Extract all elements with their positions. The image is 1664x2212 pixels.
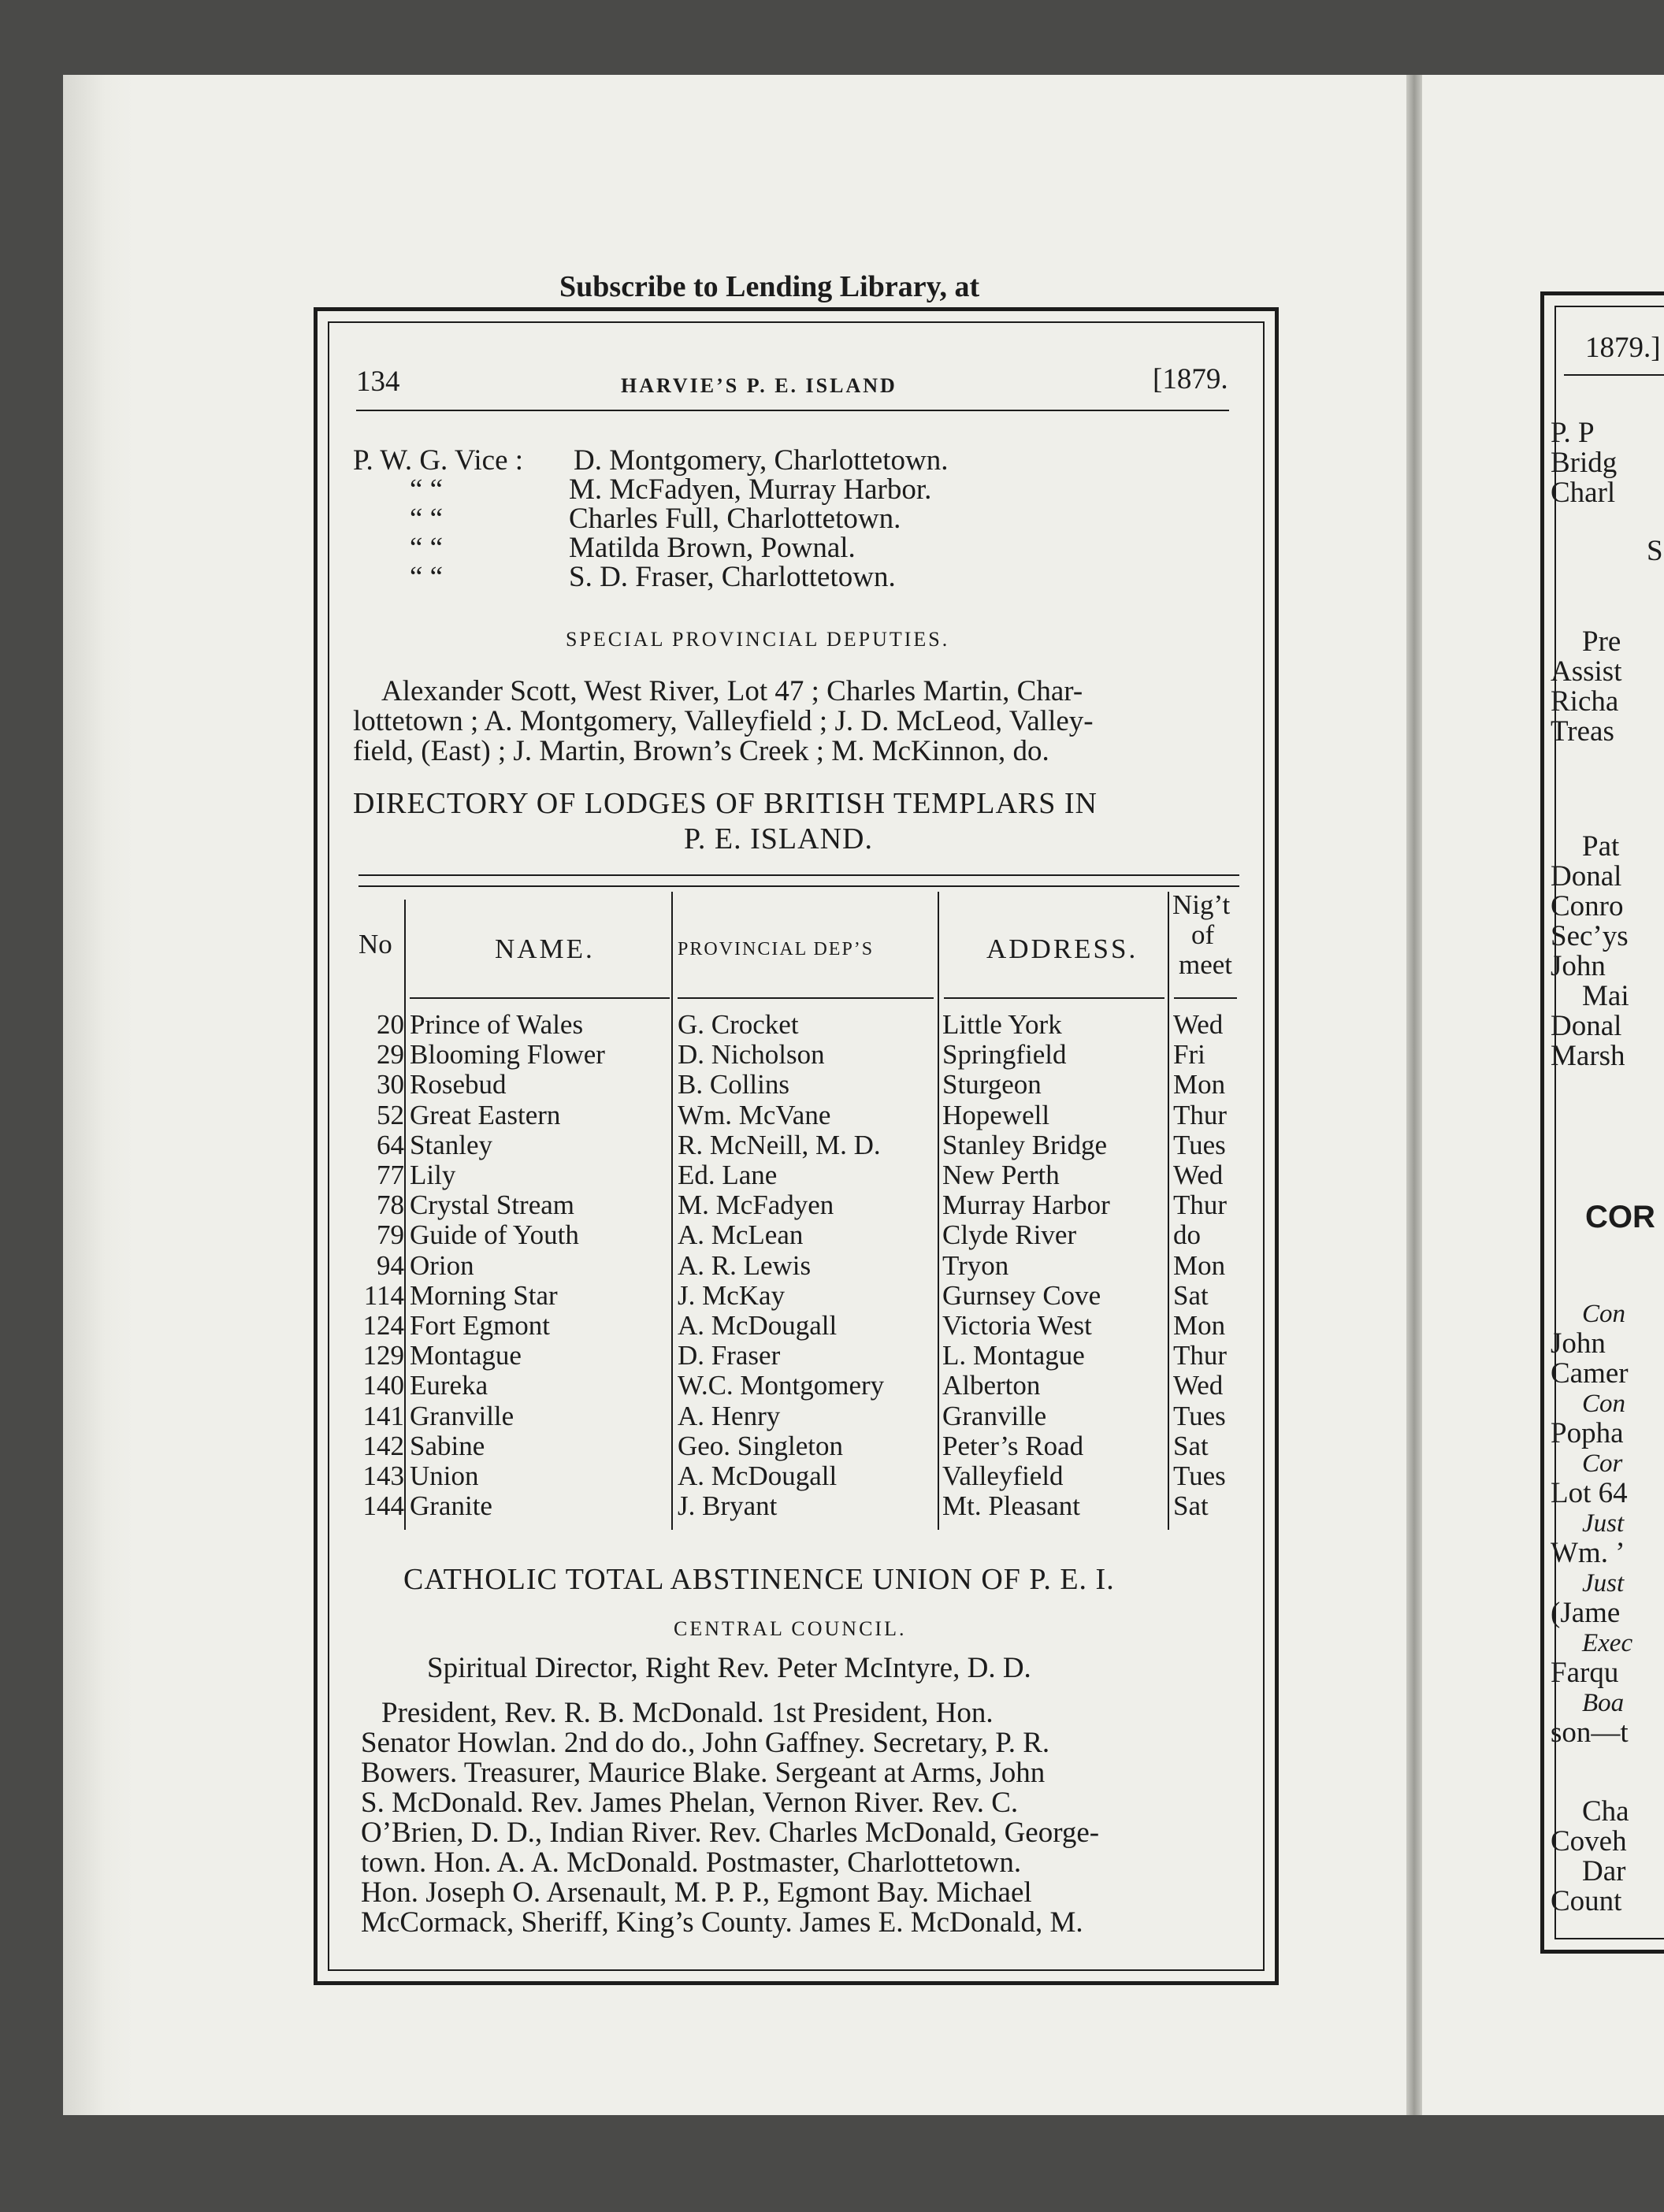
lodge-address: Granville xyxy=(942,1400,1047,1431)
lodge-name: Granite xyxy=(410,1490,492,1522)
provincial-deputy: Wm. McVane xyxy=(678,1099,831,1130)
paragraph-line: S. McDonald. Rev. James Phelan, Vernon River. Rev. C. xyxy=(361,1787,1019,1819)
lodge-address: Gurnsey Cove xyxy=(942,1279,1101,1311)
paragraph-line: town. Hon. A. A. McDonald. Postmaster, Charlottetown. xyxy=(361,1846,1022,1879)
header-underline xyxy=(1174,997,1237,999)
col-header-night: meet xyxy=(1179,949,1233,980)
lending-library-note: Subscribe to Lending Library, at xyxy=(559,270,980,303)
header-underline xyxy=(410,997,670,999)
provincial-deputy: J. Bryant xyxy=(678,1490,778,1522)
meeting-night: Thur xyxy=(1173,1190,1228,1221)
right-page-line: Con xyxy=(1582,1390,1626,1418)
right-page-line: Bridg xyxy=(1551,447,1618,479)
meeting-night: Tues xyxy=(1173,1400,1226,1431)
right-page-year: 1879.] xyxy=(1585,332,1661,364)
lodge-number: 124 xyxy=(362,1310,404,1341)
right-page-line: son—t xyxy=(1551,1717,1629,1749)
meeting-night: Thur xyxy=(1173,1099,1228,1130)
lodge-number: 141 xyxy=(362,1400,404,1431)
meeting-night: Mon xyxy=(1173,1249,1226,1281)
col-header-night: of xyxy=(1191,919,1215,950)
lodge-address: Little York xyxy=(942,1009,1062,1040)
provincial-deputy: A. R. Lewis xyxy=(678,1249,812,1281)
page-number: 134 xyxy=(356,366,400,398)
header-year: [1879. xyxy=(1153,363,1228,395)
lodge-name: Sabine xyxy=(410,1430,485,1461)
lodge-address: Clyde River xyxy=(942,1219,1077,1251)
lodge-name: Fort Egmont xyxy=(410,1310,550,1341)
right-page-line: Sec’ys xyxy=(1551,920,1629,952)
right-page-line: Conro xyxy=(1551,890,1624,922)
provincial-deputy: A. McDougall xyxy=(678,1310,838,1341)
col-header-night: Nig’t xyxy=(1172,889,1231,920)
column-divider xyxy=(938,892,939,1530)
meeting-night: Sat xyxy=(1173,1490,1209,1522)
lodge-name: Stanley xyxy=(410,1129,492,1160)
provincial-deputy: M. McFadyen xyxy=(678,1190,834,1221)
page-edge xyxy=(63,75,134,2115)
spiritual-director: Spiritual Director, Right Rev. Peter McIntyre, D. D. xyxy=(427,1652,1031,1684)
vice-entry: Matilda Brown, Pownal. xyxy=(569,532,856,564)
vice-prefix: “ “ xyxy=(410,503,444,535)
lodge-address: Alberton xyxy=(942,1370,1041,1401)
book-gutter xyxy=(1406,75,1422,2115)
paragraph-line: Senator Howlan. 2nd do do., John Gaffney. Secretary, P. R. xyxy=(361,1727,1050,1759)
lodge-name: Morning Star xyxy=(410,1279,558,1311)
meeting-night: Wed xyxy=(1173,1370,1224,1401)
right-page-line: P. P xyxy=(1551,417,1595,449)
lodge-address: Peter’s Road xyxy=(942,1430,1084,1461)
meeting-night: Fri xyxy=(1173,1039,1205,1071)
lodge-name: Eureka xyxy=(410,1370,488,1401)
lodge-name: Orion xyxy=(410,1249,474,1281)
provincial-deputy: A. McLean xyxy=(678,1219,804,1251)
right-page-line: Exec xyxy=(1582,1629,1633,1657)
right-page-line: Camer xyxy=(1551,1357,1629,1390)
deputies-line: Alexander Scott, West River, Lot 47 ; Charles Martin, Char- xyxy=(381,675,1083,707)
vice-prefix: “ “ xyxy=(410,473,444,506)
right-page-line: Mai xyxy=(1582,980,1629,1012)
lodge-address: New Perth xyxy=(942,1160,1060,1190)
provincial-deputy: A. McDougall xyxy=(678,1460,838,1491)
directory-heading: DIRECTORY OF LODGES OF BRITISH TEMPLARS IN xyxy=(353,787,1098,820)
right-page-line: S xyxy=(1647,535,1663,567)
lodge-address: Sturgeon xyxy=(942,1069,1042,1100)
lodge-address: Tryon xyxy=(942,1249,1009,1281)
central-council-heading: CENTRAL COUNCIL. xyxy=(674,1617,907,1640)
provincial-deputy: A. Henry xyxy=(678,1400,781,1431)
deputies-line: lottetown ; A. Montgomery, Valleyfield ; J. D. McLeod, Valley- xyxy=(353,705,1094,737)
right-page-section-heading: COR xyxy=(1585,1200,1655,1234)
provincial-deputy: W.C. Montgomery xyxy=(678,1370,885,1401)
right-page-line: Donal xyxy=(1551,1010,1622,1042)
lodge-name: Crystal Stream xyxy=(410,1190,574,1221)
col-header-no: No xyxy=(358,929,392,959)
provincial-deputy: B. Collins xyxy=(678,1069,789,1100)
right-page-line: Richa xyxy=(1551,685,1619,718)
col-header-name: NAME. xyxy=(495,933,595,964)
right-page-line: Treas xyxy=(1551,715,1614,748)
right-page-line: Con xyxy=(1582,1300,1626,1328)
vice-entry: S. D. Fraser, Charlottetown. xyxy=(569,561,896,593)
right-page-line: Coveh xyxy=(1551,1825,1627,1858)
lodge-number: 114 xyxy=(363,1279,404,1311)
lodge-name: Great Eastern xyxy=(410,1099,561,1130)
right-page-line: John xyxy=(1551,950,1606,982)
vice-prefix: “ “ xyxy=(410,532,444,564)
right-page-line: (Jame xyxy=(1551,1597,1621,1629)
right-page-line: Just xyxy=(1582,1569,1625,1598)
lodge-name: Guide of Youth xyxy=(410,1219,579,1251)
meeting-night: Mon xyxy=(1173,1069,1226,1100)
directory-heading-line2: P. E. ISLAND. xyxy=(684,822,873,855)
right-page-line: Popha xyxy=(1551,1417,1624,1449)
lodge-number: 64 xyxy=(377,1129,404,1160)
vice-entry: M. McFadyen, Murray Harbor. xyxy=(569,473,932,506)
right-page-line: Cor xyxy=(1582,1449,1623,1478)
right-page-line: Count xyxy=(1551,1885,1622,1917)
meeting-night: Tues xyxy=(1173,1129,1226,1160)
provincial-deputy: R. McNeill, M. D. xyxy=(678,1129,881,1160)
meeting-night: Wed xyxy=(1173,1160,1224,1190)
lodge-name: Lily xyxy=(410,1160,456,1190)
lodge-number: 78 xyxy=(377,1190,404,1221)
lodge-address: Mt. Pleasant xyxy=(942,1490,1080,1522)
meeting-night: do xyxy=(1173,1219,1201,1251)
right-page-line: Pre xyxy=(1582,625,1621,658)
lodge-name: Granville xyxy=(410,1400,514,1431)
right-page-line: Assist xyxy=(1551,655,1622,688)
meeting-night: Mon xyxy=(1173,1310,1226,1341)
right-page-line: Cha xyxy=(1582,1795,1629,1828)
right-page-line: Farqu xyxy=(1551,1657,1619,1689)
lodge-number: 20 xyxy=(377,1009,404,1040)
column-divider xyxy=(1168,892,1169,1530)
lodge-address: Hopewell xyxy=(942,1099,1050,1130)
right-page-line: Charl xyxy=(1551,477,1616,509)
meeting-night: Sat xyxy=(1173,1430,1209,1461)
lodge-number: 142 xyxy=(362,1430,404,1461)
paragraph-line: McCormack, Sheriff, King’s County. James E. McDonald, M. xyxy=(361,1906,1083,1939)
table-top-rule xyxy=(358,874,1239,876)
lodge-number: 79 xyxy=(377,1219,404,1251)
right-page-line: Boa xyxy=(1582,1689,1625,1717)
header-underline xyxy=(678,997,934,999)
right-page-line: Donal xyxy=(1551,860,1622,893)
table-top-rule xyxy=(358,885,1239,887)
paragraph-line: Bowers. Treasurer, Maurice Blake. Sergeant at Arms, John xyxy=(361,1757,1046,1789)
lodge-name: Blooming Flower xyxy=(410,1039,605,1071)
right-page-line: Dar xyxy=(1582,1855,1626,1887)
vice-prefix: “ “ xyxy=(410,561,444,593)
header-underline xyxy=(944,997,1164,999)
paragraph-line: O’Brien, D. D., Indian River. Rev. Charles McDonald, George- xyxy=(361,1817,1100,1849)
column-divider xyxy=(671,892,673,1530)
right-page-line: Wm. ’ xyxy=(1551,1537,1625,1569)
meeting-night: Thur xyxy=(1173,1340,1228,1371)
lodge-address: L. Montague xyxy=(942,1340,1085,1371)
meeting-night: Wed xyxy=(1173,1009,1224,1040)
vice-entry: D. Montgomery, Charlottetown. xyxy=(574,444,949,477)
vice-entry: Charles Full, Charlottetown. xyxy=(569,503,901,535)
header-rule xyxy=(356,410,1229,411)
paragraph-line: Hon. Joseph O. Arsenault, M. P. P., Egmont Bay. Michael xyxy=(361,1876,1032,1909)
lodge-address: Springfield xyxy=(942,1039,1067,1071)
catholic-heading: CATHOLIC TOTAL ABSTINENCE UNION OF P. E. I. xyxy=(403,1563,1115,1596)
lodge-number: 140 xyxy=(362,1370,404,1401)
provincial-deputy: D. Nicholson xyxy=(678,1039,825,1071)
meeting-night: Sat xyxy=(1173,1279,1209,1311)
right-page-line: Just xyxy=(1582,1509,1625,1538)
provincial-deputy: J. McKay xyxy=(678,1279,786,1311)
lodge-address: Victoria West xyxy=(942,1310,1092,1341)
lodge-number: 129 xyxy=(362,1340,404,1371)
meeting-night: Tues xyxy=(1173,1460,1226,1491)
right-page-line: Lot 64 xyxy=(1551,1477,1628,1509)
deputies-line: field, (East) ; J. Martin, Brown’s Creek ; M. McKinnon, do. xyxy=(353,735,1049,767)
col-header-dep: PROVINCIAL DEP’S xyxy=(678,939,875,959)
provincial-deputy: Geo. Singleton xyxy=(678,1430,843,1461)
lodge-number: 30 xyxy=(377,1069,404,1100)
lodge-address: Murray Harbor xyxy=(942,1190,1110,1221)
lodge-number: 144 xyxy=(362,1490,404,1522)
lodge-address: Stanley Bridge xyxy=(942,1129,1107,1160)
provincial-deputy: Ed. Lane xyxy=(678,1160,778,1190)
right-page-line: John xyxy=(1551,1327,1606,1360)
lodge-number: 77 xyxy=(377,1160,404,1190)
provincial-deputy: D. Fraser xyxy=(678,1340,781,1371)
lodge-number: 29 xyxy=(377,1039,404,1071)
right-page-line: Pat xyxy=(1582,830,1620,863)
col-header-addr: ADDRESS. xyxy=(986,933,1138,964)
column-divider xyxy=(404,900,406,1530)
running-title: HARVIE’S P. E. ISLAND xyxy=(621,374,897,397)
paragraph-line: President, Rev. R. B. McDonald. 1st President, Hon. xyxy=(381,1697,994,1729)
lodge-name: Rosebud xyxy=(410,1069,507,1100)
lodge-number: 94 xyxy=(377,1249,404,1281)
lodge-name: Union xyxy=(410,1460,479,1491)
lodge-name: Prince of Wales xyxy=(410,1009,584,1040)
lodge-number: 143 xyxy=(362,1460,404,1491)
lodge-address: Valleyfield xyxy=(942,1460,1064,1491)
right-header-rule xyxy=(1564,374,1664,376)
lodge-number: 52 xyxy=(377,1099,404,1130)
vice-prefix: P. W. G. Vice : xyxy=(353,444,524,477)
right-page-line: Marsh xyxy=(1551,1040,1625,1072)
special-deputies-heading: SPECIAL PROVINCIAL DEPUTIES. xyxy=(566,628,950,651)
provincial-deputy: G. Crocket xyxy=(678,1009,799,1040)
lodge-name: Montague xyxy=(410,1340,522,1371)
